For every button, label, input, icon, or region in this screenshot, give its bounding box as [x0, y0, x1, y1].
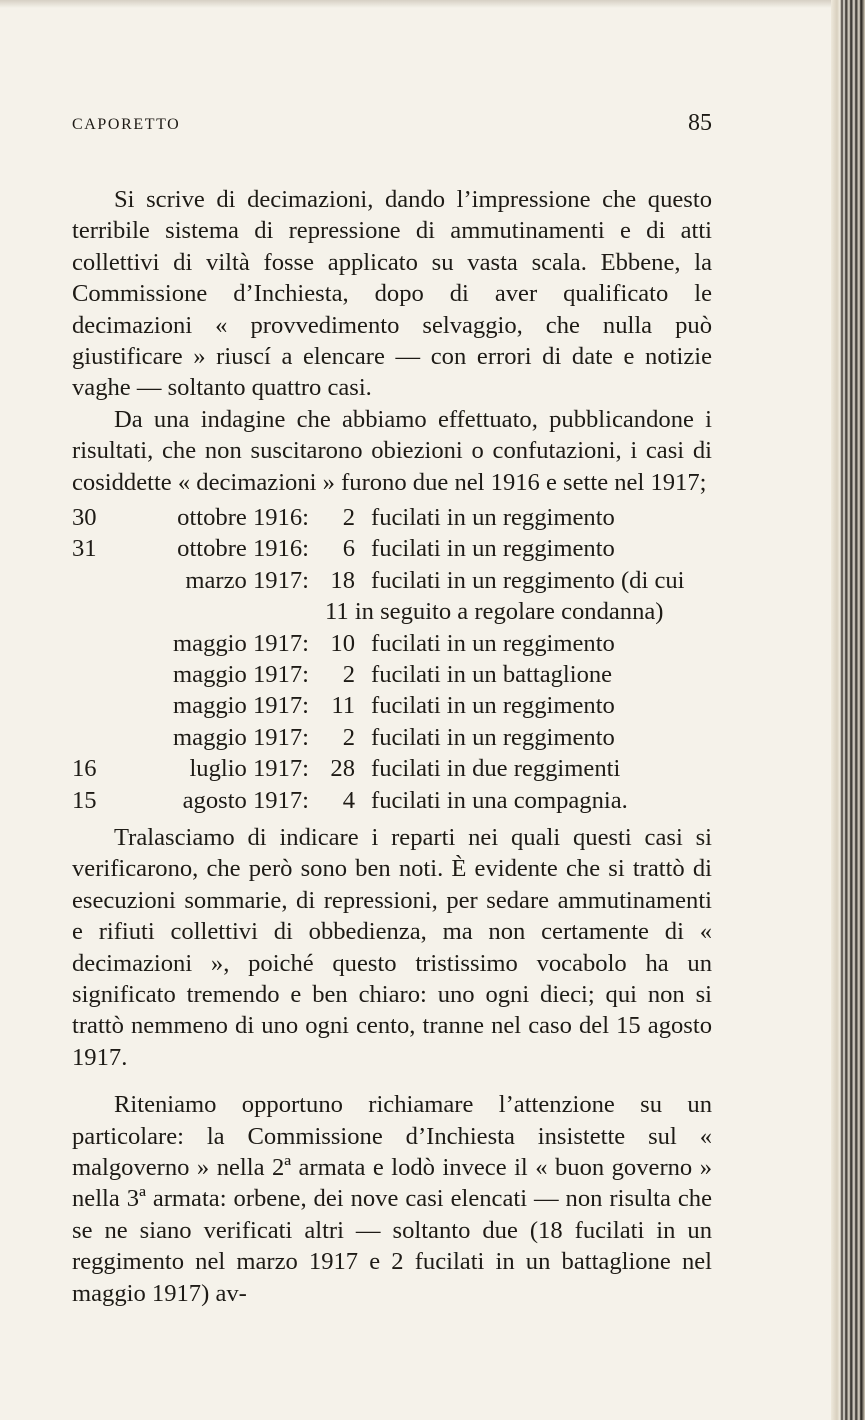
execution-count: 11	[331, 692, 355, 720]
list-item	[72, 722, 712, 753]
execution-description: fucilati in un battaglione	[371, 661, 613, 689]
list-item	[72, 565, 712, 596]
execution-description: fucilati in un reggimento	[371, 504, 615, 532]
list-item	[72, 753, 712, 784]
list-item	[72, 628, 712, 659]
chapter-title: CAPORETTO	[72, 116, 181, 133]
execution-description: fucilati in un reggimento	[371, 692, 615, 720]
paragraph-decimazioni-intro: Si scrive di decimazioni, dando l’impressione che questo terribile sistema di repressione di ammutinamenti e di atti collettivi di viltà fosse applicato su vasta scala. Ebbene, la Commissione d’Inchiesta, dopo di aver qualificato le decimazioni « provvedimento selvaggio, che nulla può giustificare » riuscí a elencare — con errori di date e notizie vaghe — soltanto quattro casi.	[72, 186, 712, 402]
execution-day: 15	[72, 786, 97, 814]
paragraph-indagine: Da una indagine che abbiamo effettuato, pubblicandone i risultati, che non suscitarono obiezioni o confutazioni, i casi di cosiddette « decimazioni » furono due nel 1916 e sette nel 1917;	[72, 405, 712, 496]
body-text	[72, 184, 712, 1309]
execution-date: maggio 1917:	[173, 629, 309, 657]
execution-date: ottobre 1916:	[177, 504, 309, 532]
execution-description: fucilati in un reggimento	[371, 629, 615, 657]
list-item	[72, 533, 712, 564]
executions-list	[72, 502, 712, 816]
page-top-shadow	[0, 0, 831, 8]
execution-description: fucilati in una compagnia.	[371, 786, 628, 814]
execution-count: 18	[330, 566, 355, 594]
list-item	[72, 502, 712, 533]
execution-count: 2	[342, 661, 355, 689]
execution-date: maggio 1917:	[173, 723, 309, 751]
execution-day: 30	[72, 504, 97, 532]
execution-date: ottobre 1916:	[177, 535, 309, 563]
execution-date: maggio 1917:	[173, 692, 309, 720]
execution-day: 31	[72, 535, 97, 563]
list-item	[72, 690, 712, 721]
execution-date: marzo 1917:	[185, 566, 309, 594]
execution-description: fucilati in un reggimento	[371, 723, 615, 751]
list-item-continuation	[72, 596, 712, 627]
execution-description: fucilati in due reggimenti	[371, 755, 621, 783]
page-number: 85	[688, 110, 712, 136]
book-page-edges	[831, 0, 865, 1420]
list-item	[72, 659, 712, 690]
running-head	[72, 110, 712, 146]
execution-count: 28	[330, 755, 355, 783]
execution-description: fucilati in un reggimento	[371, 535, 615, 563]
execution-date: luglio 1917:	[189, 755, 309, 783]
execution-count: 6	[342, 535, 355, 563]
execution-count: 10	[330, 629, 355, 657]
paragraph-commissione-armate: Riteniamo opportuno richiamare l’attenzione su un particolare: la Commissione d’Inchiesta insistette sul « malgoverno » nella 2ª armata e lodò invece il « buon governo » nella 3ª armata: orbene, dei nove casi elencati — non risulta che se ne siano verificati altri — soltanto due (18 fucilati in un reggimento nel marzo 1917 e 2 fucilati in un battaglione nel maggio 1917) av-	[72, 1091, 712, 1307]
execution-count: 2	[342, 504, 355, 532]
execution-date: agosto 1917:	[182, 786, 309, 814]
execution-day: 16	[72, 755, 97, 783]
list-item	[72, 785, 712, 816]
execution-note: 11 in seguito a regolare condanna)	[325, 598, 664, 626]
paragraph-esecuzioni-sommarie: Tralasciamo di indicare i reparti nei quali questi casi si verificarono, che però sono ben noti. È evidente che si trattò di esecuzioni sommarie, di repressioni, per sedare ammutinamenti e rifiuti collettivi di obbedienza, ma non certamente di « decimazioni », poiché questo tristissimo vocabolo ha un significato tremendo e ben chiaro: uno ogni dieci; qui non si trattò nemmeno di uno ogni cento, tranne nel caso del 15 agosto 1917.	[72, 823, 712, 1071]
execution-count: 2	[342, 723, 355, 751]
execution-date: maggio 1917:	[173, 661, 309, 689]
execution-description: fucilati in un reggimento (di cui	[371, 566, 685, 594]
execution-count: 4	[342, 786, 355, 814]
